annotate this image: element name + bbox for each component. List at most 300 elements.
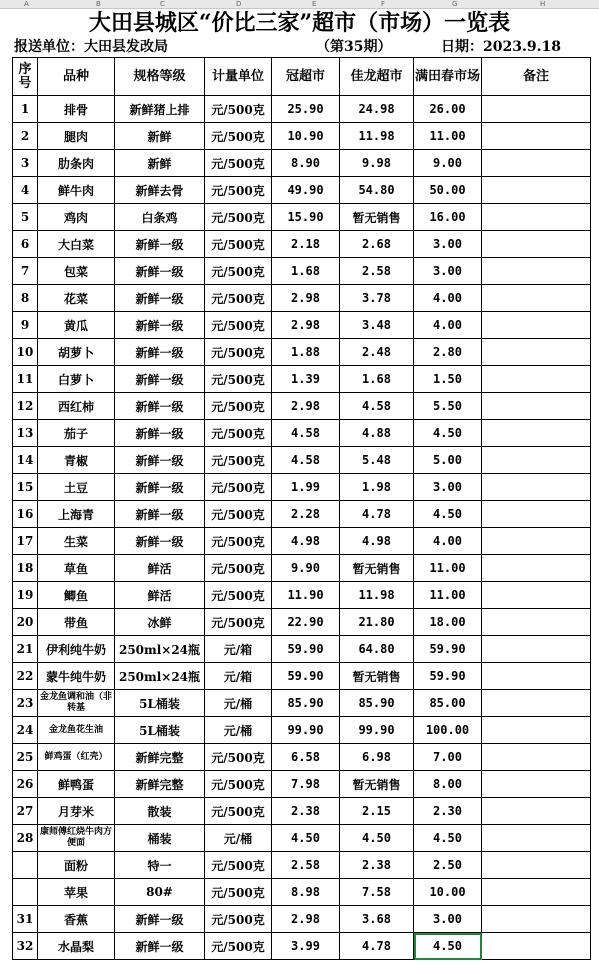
table-cell[interactable]: 13 [13,420,38,447]
table-cell[interactable] [482,609,591,636]
table-cell[interactable]: 99.90 [272,717,340,744]
table-cell[interactable]: 元/500克 [205,879,272,906]
table-cell[interactable]: 21 [13,636,38,663]
table-cell[interactable]: 黄瓜 [38,312,115,339]
table-cell[interactable]: 新鲜一级 [115,528,205,555]
table-cell[interactable]: 元/500克 [205,96,272,123]
table-cell[interactable]: 新鲜去骨 [115,177,205,204]
column-letter-h[interactable]: H [540,0,546,8]
table-cell[interactable]: 4.50 [414,501,482,528]
table-cell[interactable]: 新鲜完整 [115,771,205,798]
table-cell[interactable]: 元/500克 [205,177,272,204]
table-cell[interactable]: 1.88 [272,339,340,366]
table-cell[interactable]: 1.39 [272,366,340,393]
table-cell[interactable] [482,798,591,825]
table-cell[interactable]: 9.90 [272,555,340,582]
table-row [13,717,591,744]
table-cell[interactable]: 散装 [115,798,205,825]
table-cell[interactable]: 26 [13,771,38,798]
column-letter-f[interactable]: F [381,0,386,8]
table-row [13,447,591,474]
table-cell[interactable]: 元/500克 [205,933,272,960]
table-cell[interactable]: 2.68 [340,231,414,258]
table-cell[interactable]: 新鲜一级 [115,285,205,312]
table-cell[interactable]: 暂无销售 [340,555,414,582]
table-cell[interactable] [482,906,591,933]
table-cell[interactable]: 10.90 [272,123,340,150]
table-cell[interactable]: 25 [13,744,38,771]
table-cell[interactable]: 28 [13,825,38,852]
table-cell[interactable]: 元/桶 [205,825,272,852]
table-cell[interactable]: 6.58 [272,744,340,771]
table-cell[interactable]: 3.78 [340,285,414,312]
header-cell[interactable]: 备注 [482,58,591,96]
table-cell[interactable] [482,447,591,474]
table-cell[interactable]: 10.00 [414,879,482,906]
table-cell[interactable]: 金龙鱼调和油（非转基 [38,690,115,717]
table-cell[interactable]: 31 [13,906,38,933]
table-cell[interactable]: 8.00 [414,771,482,798]
table-row [13,123,591,150]
table-cell[interactable]: 5.48 [340,447,414,474]
table-cell[interactable]: 元/500克 [205,582,272,609]
table-cell[interactable]: 18.00 [414,609,482,636]
table-cell[interactable]: 10 [13,339,38,366]
table-cell[interactable]: 15 [13,474,38,501]
table-cell[interactable]: 12 [13,393,38,420]
table-row [13,852,591,879]
selected-cell[interactable]: 4.50 [414,933,482,960]
table-cell[interactable]: 康师傅红烧牛肉方便面 [38,825,115,852]
table-cell[interactable]: 草鱼 [38,555,115,582]
table-cell[interactable]: 11.00 [414,555,482,582]
table-cell[interactable] [482,150,591,177]
table-cell[interactable]: 元/500克 [205,906,272,933]
table-cell[interactable]: 2.98 [272,393,340,420]
table-row [13,501,591,528]
table-cell[interactable]: 元/500克 [205,420,272,447]
table-cell[interactable]: 1.50 [414,366,482,393]
table-cell[interactable]: 2.30 [414,798,482,825]
table-cell[interactable]: 85.90 [340,690,414,717]
table-cell[interactable]: 11.90 [272,582,340,609]
table-cell[interactable] [482,366,591,393]
table-cell[interactable]: 59.90 [272,663,340,690]
table-cell[interactable]: 苹果 [38,879,115,906]
table-cell[interactable]: 4.88 [340,420,414,447]
table-cell[interactable]: 7 [13,258,38,285]
table-cell[interactable]: 3 [13,150,38,177]
table-cell[interactable]: 新鲜一级 [115,231,205,258]
table-cell[interactable]: 新鲜一级 [115,906,205,933]
table-cell[interactable]: 4.58 [272,447,340,474]
table-cell[interactable]: 4.00 [414,312,482,339]
table-cell[interactable]: 16 [13,501,38,528]
table-cell[interactable]: 11.98 [340,123,414,150]
table-cell[interactable]: 白萝卜 [38,366,115,393]
table-cell[interactable] [482,231,591,258]
table-cell[interactable]: 桶装 [115,825,205,852]
table-row [13,96,591,123]
table-cell[interactable]: 7.00 [414,744,482,771]
table-cell[interactable]: 22 [13,663,38,690]
table-cell[interactable]: 250ml×24瓶 [115,663,205,690]
table-cell[interactable]: 21.80 [340,609,414,636]
table-cell[interactable]: 青椒 [38,447,115,474]
table-cell[interactable] [482,555,591,582]
column-letter-g[interactable]: G [452,0,458,8]
column-letter-e[interactable]: E [312,0,317,8]
table-cell[interactable]: 4.78 [340,501,414,528]
table-cell[interactable]: 元/500克 [205,609,272,636]
table-cell[interactable]: 27 [13,798,38,825]
table-cell[interactable]: 2.18 [272,231,340,258]
table-cell[interactable] [482,933,591,960]
table-cell[interactable]: 包菜 [38,258,115,285]
table-cell[interactable]: 鲜鸭蛋 [38,771,115,798]
table-row [13,420,591,447]
table-cell[interactable]: 3.48 [340,312,414,339]
table-cell[interactable] [482,825,591,852]
table-cell[interactable]: 1.68 [340,366,414,393]
table-cell[interactable]: 元/500克 [205,312,272,339]
table-cell[interactable] [482,690,591,717]
table-cell[interactable]: 4.98 [340,528,414,555]
table-cell[interactable]: 50.00 [414,177,482,204]
table-cell[interactable]: 59.90 [272,636,340,663]
table-cell[interactable] [482,582,591,609]
table-cell[interactable] [482,285,591,312]
table-cell[interactable]: 4.50 [272,825,340,852]
table-cell[interactable]: 元/500克 [205,123,272,150]
table-row [13,393,591,420]
table-cell[interactable]: 肋条肉 [38,150,115,177]
table-cell[interactable]: 元/500克 [205,447,272,474]
table-cell[interactable]: 新鲜一级 [115,366,205,393]
table-cell[interactable]: 99.90 [340,717,414,744]
header-cell[interactable]: 满田春市场 [414,58,482,96]
header-cell[interactable]: 规格等级 [115,58,205,96]
column-letter-b[interactable]: B [96,0,101,8]
table-cell[interactable]: 7.98 [272,771,340,798]
table-row [13,312,591,339]
table-cell[interactable]: 元/500克 [205,528,272,555]
table-cell[interactable]: 蒙牛纯牛奶 [38,663,115,690]
table-cell[interactable] [13,852,38,879]
table-cell[interactable]: 新鲜一级 [115,501,205,528]
header-cell[interactable]: 冠超市 [272,58,340,96]
table-cell[interactable] [482,393,591,420]
table-cell[interactable]: 土豆 [38,474,115,501]
table-cell[interactable]: 元/500克 [205,393,272,420]
table-cell[interactable]: 5.50 [414,393,482,420]
table-cell[interactable]: 6.98 [340,744,414,771]
table-cell[interactable]: 1.98 [340,474,414,501]
table-cell[interactable]: 冰鲜 [115,609,205,636]
table-cell[interactable] [13,879,38,906]
header-cell[interactable]: 序号 [13,58,38,96]
report-date: 日期：2023.9.18 [441,39,561,55]
table-cell[interactable]: 11.00 [414,123,482,150]
table-cell[interactable] [482,339,591,366]
table-cell[interactable]: 2.28 [272,501,340,528]
table-cell[interactable]: 5L桶装 [115,717,205,744]
table-cell[interactable]: 大白菜 [38,231,115,258]
table-cell[interactable] [482,204,591,231]
table-cell[interactable]: 3.00 [414,258,482,285]
table-cell[interactable]: 18 [13,555,38,582]
table-cell[interactable]: 2.98 [272,285,340,312]
table-cell[interactable]: 2.80 [414,339,482,366]
table-cell[interactable]: 新鲜一级 [115,447,205,474]
table-cell[interactable]: 鸡肉 [38,204,115,231]
table-cell[interactable]: 4.00 [414,528,482,555]
table-cell[interactable]: 元/桶 [205,690,272,717]
table-cell[interactable]: 鲜鸡蛋（红壳） [38,744,115,771]
table-cell[interactable]: 3.00 [414,474,482,501]
table-cell[interactable]: 100.00 [414,717,482,744]
table-cell[interactable]: 新鲜猪上排 [115,96,205,123]
table-cell[interactable]: 9.98 [340,150,414,177]
table-cell[interactable]: 元/箱 [205,663,272,690]
table-cell[interactable]: 元/500克 [205,744,272,771]
table-cell[interactable]: 14 [13,447,38,474]
table-cell[interactable] [482,96,591,123]
table-cell[interactable]: 32 [13,933,38,960]
table-cell[interactable]: 3.68 [340,906,414,933]
table-cell[interactable]: 15.90 [272,204,340,231]
table-cell[interactable]: 2.58 [340,258,414,285]
table-cell[interactable]: 香蕉 [38,906,115,933]
table-cell[interactable]: 4.78 [340,933,414,960]
table-cell[interactable]: 2.50 [414,852,482,879]
table-cell[interactable]: 11 [13,366,38,393]
table-cell[interactable] [482,663,591,690]
table-cell[interactable]: 新鲜一级 [115,933,205,960]
table-cell[interactable]: 16.00 [414,204,482,231]
sheet-title: 大田县城区“价比三家”超市（市场）一览表 [88,10,511,36]
table-cell[interactable] [482,636,591,663]
price-table [12,57,591,960]
table-row [13,663,591,690]
table-row [13,150,591,177]
table-row [13,366,591,393]
table-cell[interactable]: 带鱼 [38,609,115,636]
table-cell[interactable]: 3.99 [272,933,340,960]
table-cell[interactable]: 水晶梨 [38,933,115,960]
table-cell[interactable]: 2.48 [340,339,414,366]
table-cell[interactable]: 17 [13,528,38,555]
table-cell[interactable]: 腿肉 [38,123,115,150]
table-cell[interactable] [482,528,591,555]
table-cell[interactable]: 59.90 [414,663,482,690]
table-header-row [13,58,591,96]
table-cell[interactable]: 元/箱 [205,636,272,663]
table-cell[interactable]: 元/500克 [205,771,272,798]
table-cell[interactable]: 2.38 [272,798,340,825]
table-cell[interactable]: 特一 [115,852,205,879]
column-letter-a[interactable]: A [24,0,29,8]
column-letter-d[interactable]: D [236,0,242,8]
table-cell[interactable]: 4 [13,177,38,204]
table-cell[interactable]: 西红柿 [38,393,115,420]
table-cell[interactable]: 8.98 [272,879,340,906]
table-cell[interactable]: 新鲜一级 [115,339,205,366]
table-cell[interactable]: 月芽米 [38,798,115,825]
table-cell[interactable]: 4.50 [414,420,482,447]
table-cell[interactable]: 6 [13,231,38,258]
table-cell[interactable]: 2.58 [272,852,340,879]
table-cell[interactable]: 元/500克 [205,366,272,393]
table-cell[interactable]: 元/500克 [205,204,272,231]
table-cell[interactable] [482,771,591,798]
header-cell[interactable]: 佳龙超市 [340,58,414,96]
table-cell[interactable]: 新鲜完整 [115,744,205,771]
table-cell[interactable]: 胡萝卜 [38,339,115,366]
table-cell[interactable]: 85.90 [272,690,340,717]
table-cell[interactable]: 5.00 [414,447,482,474]
table-cell[interactable]: 9 [13,312,38,339]
table-cell[interactable]: 元/500克 [205,555,272,582]
table-cell[interactable]: 80# [115,879,205,906]
table-cell[interactable]: 85.00 [414,690,482,717]
table-row [13,582,591,609]
header-cell[interactable]: 计量单位 [205,58,272,96]
table-cell[interactable]: 1 [13,96,38,123]
table-row [13,771,591,798]
table-cell[interactable]: 白条鸡 [115,204,205,231]
table-cell[interactable]: 鲫鱼 [38,582,115,609]
table-cell[interactable]: 金龙鱼花生油 [38,717,115,744]
report-unit: 报送单位：大田县发改局 [14,39,168,55]
table-cell[interactable]: 54.80 [340,177,414,204]
table-row [13,258,591,285]
table-row [13,528,591,555]
table-cell[interactable]: 暂无销售 [340,204,414,231]
table-cell[interactable]: 9.00 [414,150,482,177]
table-cell[interactable]: 鲜活 [115,582,205,609]
table-cell[interactable] [482,177,591,204]
table-cell[interactable]: 新鲜一级 [115,420,205,447]
table-cell[interactable]: 4.50 [340,825,414,852]
table-cell[interactable]: 元/500克 [205,852,272,879]
table-cell[interactable]: 3.00 [414,231,482,258]
table-cell[interactable]: 伊利纯牛奶 [38,636,115,663]
table-cell[interactable]: 64.80 [340,636,414,663]
table-cell[interactable]: 2.15 [340,798,414,825]
table-cell[interactable]: 暂无销售 [340,771,414,798]
table-cell[interactable]: 元/500克 [205,285,272,312]
table-cell[interactable]: 26.00 [414,96,482,123]
table-cell[interactable]: 4.00 [414,285,482,312]
table-cell[interactable]: 元/500克 [205,258,272,285]
table-cell[interactable]: 250ml×24瓶 [115,636,205,663]
table-cell[interactable]: 20 [13,609,38,636]
table-cell[interactable]: 59.90 [414,636,482,663]
table-cell[interactable]: 新鲜一级 [115,312,205,339]
table-cell[interactable]: 鲜活 [115,555,205,582]
table-cell[interactable]: 鲜牛肉 [38,177,115,204]
table-cell[interactable]: 24.98 [340,96,414,123]
table-cell[interactable] [482,501,591,528]
table-cell[interactable]: 新鲜 [115,150,205,177]
table-cell[interactable]: 4.58 [340,393,414,420]
table-row [13,933,591,960]
table-cell[interactable]: 2.38 [340,852,414,879]
table-cell[interactable]: 23 [13,690,38,717]
table-cell[interactable]: 新鲜一级 [115,393,205,420]
table-cell[interactable]: 2.98 [272,906,340,933]
table-cell[interactable] [482,258,591,285]
table-cell[interactable]: 1.99 [272,474,340,501]
table-cell[interactable]: 花菜 [38,285,115,312]
table-cell[interactable]: 新鲜一级 [115,258,205,285]
header-cell[interactable]: 品种 [38,58,115,96]
table-cell[interactable]: 8 [13,285,38,312]
table-row [13,474,591,501]
table-cell[interactable]: 元/桶 [205,717,272,744]
table-cell[interactable]: 暂无销售 [340,663,414,690]
table-cell[interactable] [482,123,591,150]
table-row [13,798,591,825]
table-cell[interactable]: 元/500克 [205,231,272,258]
table-cell[interactable] [482,420,591,447]
table-cell[interactable]: 11.98 [340,582,414,609]
table-cell[interactable]: 8.90 [272,150,340,177]
issue-number: （第35期） [316,39,392,55]
table-cell[interactable]: 茄子 [38,420,115,447]
table-cell[interactable]: 5 [13,204,38,231]
table-cell[interactable]: 上海青 [38,501,115,528]
table-cell[interactable]: 元/500克 [205,150,272,177]
table-cell[interactable]: 元/500克 [205,339,272,366]
table-cell[interactable] [482,879,591,906]
table-cell[interactable]: 49.90 [272,177,340,204]
table-cell[interactable]: 2 [13,123,38,150]
table-cell[interactable] [482,852,591,879]
table-cell[interactable]: 3.00 [414,906,482,933]
table-cell[interactable]: 24 [13,717,38,744]
table-cell[interactable]: 7.58 [340,879,414,906]
table-cell[interactable] [482,312,591,339]
table-cell[interactable] [482,474,591,501]
table-cell[interactable]: 25.90 [272,96,340,123]
table-row [13,906,591,933]
table-cell[interactable]: 元/500克 [205,501,272,528]
table-cell[interactable]: 新鲜 [115,123,205,150]
table-cell[interactable]: 22.90 [272,609,340,636]
table-cell[interactable]: 元/500克 [205,474,272,501]
table-cell[interactable] [482,717,591,744]
table-cell[interactable]: 19 [13,582,38,609]
table-cell[interactable]: 元/500克 [205,798,272,825]
table-row [13,555,591,582]
table-cell[interactable]: 2.98 [272,312,340,339]
table-cell[interactable]: 1.68 [272,258,340,285]
table-cell[interactable]: 新鲜一级 [115,474,205,501]
table-cell[interactable]: 4.50 [414,825,482,852]
table-cell[interactable]: 生菜 [38,528,115,555]
table-cell[interactable]: 面粉 [38,852,115,879]
table-cell[interactable]: 4.58 [272,420,340,447]
table-cell[interactable]: 5L桶装 [115,690,205,717]
table-cell[interactable]: 排骨 [38,96,115,123]
table-cell[interactable]: 11.00 [414,582,482,609]
column-letter-c[interactable]: C [160,0,165,8]
table-cell[interactable]: 4.98 [272,528,340,555]
table-cell[interactable] [482,744,591,771]
table-row [13,231,591,258]
